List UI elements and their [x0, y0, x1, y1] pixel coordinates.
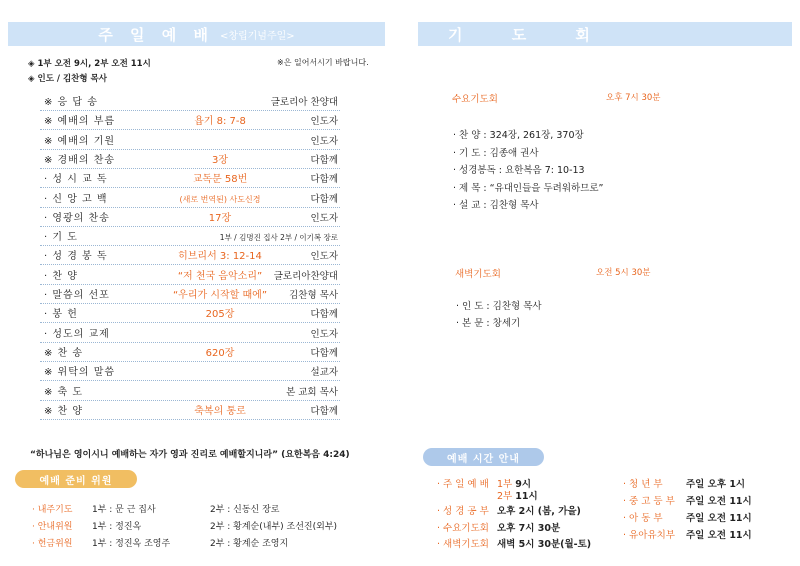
dawn-prayer-title: 새벽기도회	[455, 269, 501, 280]
dawn-prayer-time: 오전 5시 30분	[596, 268, 651, 278]
order-leader: 다함께	[310, 193, 338, 205]
wed-prayer-time: 오후 7시 30분	[606, 93, 661, 103]
order-leader: 다함께	[310, 309, 338, 321]
wed-prayer-item: · 성경봉독 : 요한복음 7: 10-13	[453, 165, 585, 176]
order-detail: 욥기 8: 7-8	[194, 116, 246, 128]
order-leader: 다함께	[310, 347, 338, 359]
order-detail: 히브리서 3: 12-14	[178, 251, 262, 263]
wed-prayer-item: · 제 목 : “유대인들을 두려워하므로”	[453, 182, 604, 194]
schedule-value: 주일 오전 11시	[686, 530, 752, 541]
order-name: · 봉 헌	[44, 309, 78, 321]
service-part-label: 1부	[497, 479, 516, 490]
standing-note: ※은 일어서시기 바랍니다.	[277, 58, 369, 67]
order-leader: 인도자	[310, 116, 338, 128]
prayer-banner	[418, 22, 792, 46]
service-times-info: ◈ 1부 오전 9시, 2부 오전 11시	[28, 59, 151, 69]
order-leader: 글로리아 찬양대	[270, 97, 338, 108]
schedule-label: · 유아유치부	[623, 530, 675, 541]
order-row	[40, 342, 340, 362]
schedule-label: · 주 일 예 배	[437, 479, 489, 490]
order-row	[40, 303, 340, 323]
schedule-value: 주일 오전 11시	[686, 496, 752, 507]
order-detail: 3장	[211, 154, 229, 166]
order-name: ※ 예배의 부름	[44, 116, 116, 128]
order-name: · 말씀의 선포	[44, 290, 110, 301]
order-row	[40, 207, 340, 227]
order-leader: 인도자	[310, 328, 338, 340]
order-leader: 김찬형 목사	[289, 290, 338, 301]
order-name: ※ 위탁의 말씀	[44, 367, 116, 379]
committee-part1: 1부 : 문 근 집사	[92, 505, 156, 515]
schedule-label: · 성 경 공 부	[437, 506, 489, 517]
order-row	[40, 265, 340, 285]
wed-prayer-item: · 찬 양 : 324장, 261장, 370장	[453, 130, 584, 141]
committee-part2: 2부 : 황계순 조영지	[210, 539, 289, 549]
order-leader: 다함께	[310, 405, 338, 417]
order-leader: 설교자	[310, 367, 338, 379]
schedule-label: · 수요기도회	[437, 523, 489, 534]
order-leader: 인도자	[310, 251, 338, 263]
order-row	[40, 284, 340, 304]
order-leader: 1부 / 김명진 집사 2부 / 이기복 장로	[219, 233, 338, 243]
schedule-value: 주일 오전 11시	[686, 513, 752, 524]
order-name: ※ 예배의 기원	[44, 135, 116, 147]
order-name: · 영광의 찬송	[44, 212, 110, 224]
order-leader: 글로리아찬양대	[273, 270, 338, 282]
order-name: ※ 찬 송	[44, 347, 84, 359]
order-detail: 축복의 통로	[194, 405, 246, 417]
wed-prayer-item: · 기 도 : 김종애 권사	[453, 147, 539, 159]
order-detail: 17장	[208, 212, 232, 224]
order-row	[40, 149, 340, 169]
service-part-time: 9시	[515, 479, 532, 490]
order-name: ※ 축 도	[44, 386, 84, 398]
wed-prayer-title: 수요기도회	[452, 94, 498, 105]
dawn-prayer-item: · 본 문 : 창세기	[456, 318, 521, 329]
schedule-label: · 중 고 등 부	[623, 496, 675, 507]
schedule-label: · 새벽기도회	[437, 539, 489, 550]
order-name: ※ 응 답 송	[44, 97, 98, 108]
service-part-time: 11시	[515, 491, 538, 502]
schedule-title: 예배 시간 안내	[423, 448, 544, 466]
order-detail: “우리가 시작할 때에”	[173, 290, 267, 301]
dawn-prayer-item: · 인 도 : 김찬형 목사	[456, 301, 542, 312]
schedule-value: 주일 오후 1시	[686, 479, 746, 490]
order-name: · 신 앙 고 백	[44, 193, 108, 205]
order-detail: 205장	[205, 309, 235, 321]
schedule-value: 오후 2시 (봄, 가을)	[497, 506, 581, 517]
order-name: ※ 경배의 찬송	[44, 154, 116, 166]
prayer-title: 기 도 회	[448, 25, 612, 44]
worship-subtitle: <창립기념주일>	[219, 30, 295, 42]
service-part-label: 2부	[497, 491, 516, 502]
committee-part1: 1부 : 정진옥	[92, 522, 142, 532]
schedule-value: 오후 7시 30분	[497, 523, 561, 534]
order-row	[40, 226, 340, 246]
committee-part2: 2부 : 황계순(내부) 조선진(외부)	[210, 522, 338, 532]
order-detail: 교독문 58번	[192, 174, 248, 186]
order-row	[40, 323, 340, 343]
order-row	[40, 91, 340, 111]
order-name: · 성 시 교 독	[44, 174, 108, 186]
committee-title: 예배 준비 위원	[15, 470, 137, 488]
committee-part2: 2부 : 신동신 장로	[210, 505, 280, 515]
schedule-label: · 아 동 부	[623, 513, 663, 524]
order-row	[40, 188, 340, 208]
worship-title: 주 일 예 배	[98, 25, 214, 44]
order-leader: 다함께	[310, 154, 338, 166]
committee-part1: 1부 : 정진옥 조영주	[92, 539, 171, 549]
schedule-label: · 청 년 부	[623, 479, 663, 490]
order-row	[40, 361, 340, 381]
order-row	[40, 130, 340, 150]
order-leader: 다함께	[310, 174, 338, 186]
leader-info: ◈ 인도 / 김찬형 목사	[28, 74, 107, 84]
order-row	[40, 400, 340, 420]
order-leader: 인도자	[310, 135, 338, 147]
order-detail: “저 천국 음악소리”	[177, 270, 263, 282]
order-detail: 620장	[205, 347, 235, 359]
order-leader: 본 교회 목사	[286, 386, 338, 398]
scripture-verse: “하나님은 영이시니 예배하는 자가 영과 진리로 예배할지니라” (요한복음 4:24)	[30, 450, 350, 460]
order-name: · 성도의 교제	[44, 328, 110, 340]
wed-prayer-item: · 설 교 : 김찬형 목사	[453, 200, 539, 211]
order-name: ※ 찬 양	[44, 405, 84, 417]
worship-banner	[8, 22, 385, 46]
committee-role: · 내주기도	[32, 505, 73, 515]
order-leader: 인도자	[310, 212, 338, 224]
committee-role: · 안내위원	[32, 522, 73, 532]
order-row	[40, 110, 340, 130]
schedule-value: 새벽 5시 30분(월-토)	[497, 539, 592, 550]
schedule-value	[497, 488, 538, 502]
order-name: · 찬 양	[44, 270, 78, 282]
order-row	[40, 168, 340, 188]
order-detail: (새로 번역된) 사도신경	[179, 194, 261, 204]
order-name: · 성 경 봉 독	[44, 251, 108, 263]
order-row	[40, 381, 340, 401]
committee-role: · 헌금위원	[32, 539, 73, 549]
order-name: · 기 도	[44, 232, 78, 244]
order-row	[40, 245, 340, 265]
